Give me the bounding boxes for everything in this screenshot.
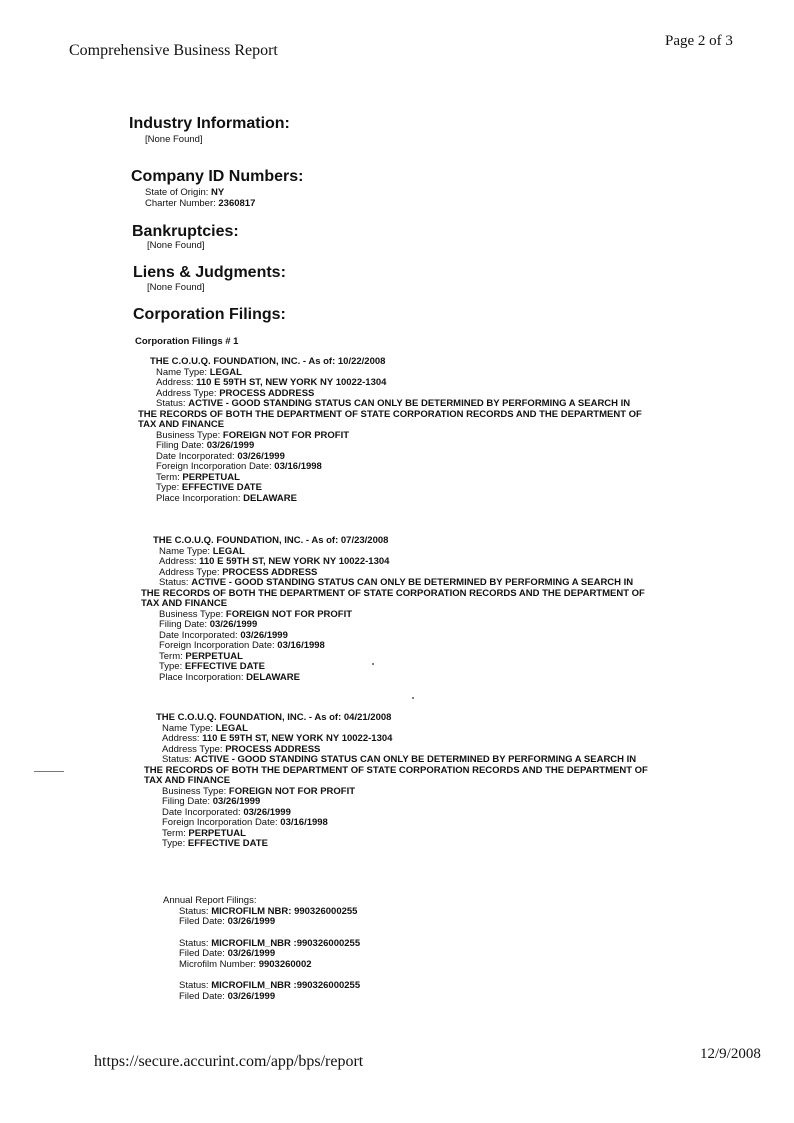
filing-status-cont: THE RECORDS OF BOTH THE DEPARTMENT OF STATE CORPORATION RECORDS AND THE DEPARTMENT OF: [144, 764, 648, 776]
filing-business-type: Business Type: FOREIGN NOT FOR PROFIT: [162, 785, 356, 797]
filing-date-incorporated: Date Incorporated: 03/26/1999: [162, 806, 291, 818]
filing-record-1: [138, 356, 642, 504]
filing-status: Status: ACTIVE - GOOD STANDING STATUS CAN ONLY BE DETERMINED BY PERFORMING A SEARCH IN: [159, 577, 634, 588]
state-of-origin-value: NY: [211, 187, 225, 198]
footer-date: 12/9/2008: [700, 1046, 761, 1062]
filing-status-cont: THE RECORDS OF BOTH THE DEPARTMENT OF STATE CORPORATION RECORDS AND THE DEPARTMENT OF: [138, 408, 642, 420]
annual-filed-date: Filed Date: 03/26/1999: [179, 948, 276, 959]
annual-filed-date: Filed Date: 03/26/1999: [179, 916, 276, 927]
annual-microfilm-number: Microfilm Number: 9903260002: [179, 958, 312, 970]
liens-heading: Liens & Judgments:: [133, 264, 286, 281]
filing-term: Term: PERPETUAL: [156, 471, 240, 483]
filing-status-cont: TAX AND FINANCE: [141, 598, 228, 609]
corporation-subheading: Corporation Filings # 1: [135, 336, 239, 347]
filing-type: Type: EFFECTIVE DATE: [159, 661, 265, 672]
scan-speck: [372, 663, 374, 665]
industry-heading: Industry Information:: [129, 115, 290, 132]
filing-foreign-incorporation-date: Foreign Incorporation Date: 03/16/1998: [159, 640, 325, 651]
filing-place-incorporation: Place Incorporation: DELAWARE: [159, 671, 300, 683]
filing-address-type: Address Type: PROCESS ADDRESS: [162, 743, 321, 755]
corporation-heading: Corporation Filings:: [133, 306, 286, 323]
filing-name-type: Name Type: LEGAL: [156, 366, 242, 378]
filing-status-cont: THE RECORDS OF BOTH THE DEPARTMENT OF STATE CORPORATION RECORDS AND THE DEPARTMENT OF: [141, 587, 645, 599]
footer-url: https://secure.accurint.com/app/bps/report: [94, 1053, 364, 1070]
bankruptcies-heading: Bankruptcies:: [132, 223, 239, 240]
filing-business-type: Business Type: FOREIGN NOT FOR PROFIT: [156, 429, 350, 441]
filing-address-type: Address Type: PROCESS ADDRESS: [159, 566, 318, 578]
filing-date-incorporated: Date Incorporated: 03/26/1999: [156, 450, 285, 462]
company-id-heading: Company ID Numbers:: [131, 168, 304, 185]
annual-report-heading: Annual Report Filings:: [163, 895, 257, 906]
annual-report-entry: [163, 939, 360, 971]
filing-record-2: [141, 535, 645, 683]
filing-date-incorporated: Date Incorporated: 03/26/1999: [159, 629, 288, 641]
filing-name-type: Name Type: LEGAL: [162, 722, 248, 734]
filing-foreign-incorporation-date: Foreign Incorporation Date: 03/16/1998: [156, 461, 322, 472]
scan-mark: [34, 771, 64, 772]
filing-date: Filing Date: 03/26/1999: [162, 796, 261, 807]
report-title: Comprehensive Business Report: [69, 42, 278, 59]
filing-address: Address: 110 E 59TH ST, NEW YORK NY 10022-1304: [156, 377, 387, 388]
state-of-origin: [145, 187, 224, 198]
filing-type: Type: EFFECTIVE DATE: [156, 482, 262, 493]
filing-term: Term: PERPETUAL: [159, 650, 243, 662]
charter-number-label: Charter Number:: [145, 198, 216, 209]
liens-value: [None Found]: [147, 282, 205, 293]
filing-record-3: [144, 712, 648, 850]
filing-foreign-incorporation-date: Foreign Incorporation Date: 03/16/1998: [162, 817, 328, 828]
annual-status: Status: MICROFILM_NBR :990326000255: [179, 980, 361, 991]
industry-value: [None Found]: [145, 134, 203, 145]
scan-speck: [412, 697, 414, 699]
filing-title: THE C.O.U.Q. FOUNDATION, INC. - As of: 07/23/2008: [153, 535, 389, 546]
annual-status: Status: MICROFILM_NBR :990326000255: [179, 937, 361, 949]
state-of-origin-label: State of Origin:: [145, 187, 209, 198]
filing-address: Address: 110 E 59TH ST, NEW YORK NY 10022-1304: [159, 556, 390, 567]
page-number: Page 2 of 3: [665, 33, 733, 49]
filing-address: Address: 110 E 59TH ST, NEW YORK NY 10022-1304: [162, 733, 393, 744]
filing-term: Term: PERPETUAL: [162, 827, 246, 839]
charter-number: [145, 198, 255, 209]
bankruptcies-value: [None Found]: [147, 240, 205, 251]
filing-date: Filing Date: 03/26/1999: [159, 619, 258, 630]
filing-status-cont: TAX AND FINANCE: [144, 775, 231, 786]
annual-filed-date: Filed Date: 03/26/1999: [179, 990, 276, 1002]
filing-title: THE C.O.U.Q. FOUNDATION, INC. - As of: 10/22/2008: [150, 356, 386, 367]
filing-date: Filing Date: 03/26/1999: [156, 440, 255, 451]
filing-status: Status: ACTIVE - GOOD STANDING STATUS CAN ONLY BE DETERMINED BY PERFORMING A SEARCH IN: [162, 754, 637, 765]
filing-place-incorporation: Place Incorporation: DELAWARE: [156, 492, 297, 504]
annual-report-entry: [163, 981, 360, 1002]
annual-report-entry: [163, 907, 360, 928]
filing-business-type: Business Type: FOREIGN NOT FOR PROFIT: [159, 608, 353, 620]
filing-status: Status: ACTIVE - GOOD STANDING STATUS CAN ONLY BE DETERMINED BY PERFORMING A SEARCH IN: [156, 398, 631, 409]
filing-type: Type: EFFECTIVE DATE: [162, 838, 268, 849]
charter-number-value: 2360817: [218, 198, 256, 209]
filing-status-cont: TAX AND FINANCE: [138, 419, 225, 430]
filing-name-type: Name Type: LEGAL: [159, 545, 245, 557]
annual-report-filings: [163, 896, 360, 1002]
filing-address-type: Address Type: PROCESS ADDRESS: [156, 387, 315, 399]
annual-status: Status: MICROFILM NBR: 990326000255: [179, 905, 358, 917]
filing-title: THE C.O.U.Q. FOUNDATION, INC. - As of: 04/21/2008: [156, 712, 392, 723]
